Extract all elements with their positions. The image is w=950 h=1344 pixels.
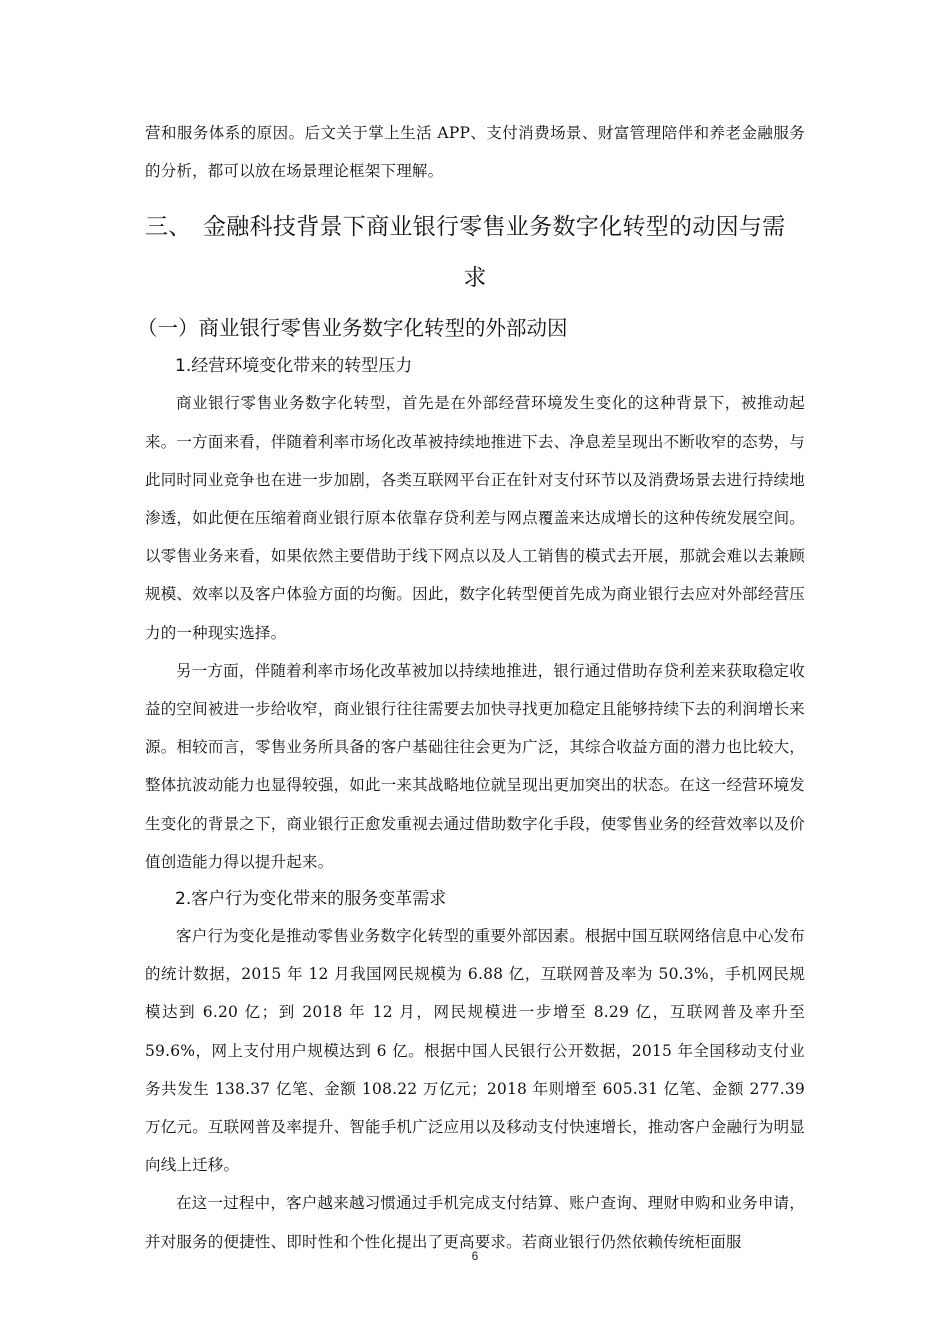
intro-paragraph: 营和服务体系的原因。后文关于掌上生活 APP、支付消费场景、财富管理陪伴和养老金融服务的分析，都可以放在场景理论框架下理解。 [145, 124, 805, 181]
part2-paragraph-2: 在这一过程中，客户越来越习惯通过手机完成支付结算、账户查询、理财申购和业务申请，并对服务的便捷性、即时性和个性化提出了更高要求。若商业银行仍然依赖传统柜面服 [145, 1194, 805, 1251]
section-number: 三、 [145, 214, 192, 241]
section-heading [145, 202, 805, 304]
subsection-heading: （一）商业银行零售业务数字化转型的外部动因 [137, 316, 568, 341]
part1-paragraph-1: 商业银行零售业务数字化转型，首先是在外部经营环境发生变化的这种背景下，被推动起来。一方面来看，伴随着利率市场化改革被持续地推进下去、净息差呈现出不断收窄的态势，与此同时同业竞争也在进一步加剧，各类互联网平台正在针对支付环节以及消费场景去进行持续地渗透，如此便在压缩着商业银行原本依靠存贷利差与网点覆盖来达成增长的这种传统发展空间。以零售业务来看，如果依然主要借助于线下网点以及人工销售的模式去开展，那就会难以去兼顾规模、效率以及客户体验方面的均衡。因此，数字化转型便首先成为商业银行去应对外部经营压力的一种现实选择。 [145, 394, 805, 642]
page-number: 6 [471, 1249, 479, 1263]
part2-heading: 2.客户行为变化带来的服务变革需求 [175, 889, 447, 910]
section-title-line2: 求 [463, 265, 487, 292]
part1-paragraph-2: 另一方面，伴随着利率市场化改革被加以持续地推进，银行通过借助存贷利差来获取稳定收益的空间被进一步给收窄，商业银行往往需要去加快寻找更加稳定且能够持续下去的利润增长来源。相较而言，零售业务所具备的客户基础往往会更为广泛，其综合收益方面的潜力也比较大，整体抗波动能力也显得较强，如此一来其战略地位就呈现出更加突出的状态。在这一经营环境发生变化的背景之下，商业银行正愈发重视去通过借助数字化手段，使零售业务的经营效率以及价值创造能力得以提升起来。 [145, 661, 805, 871]
page-content [137, 114, 805, 1261]
part2-paragraph-1: 客户行为变化是推动零售业务数字化转型的重要外部因素。根据中国互联网络信息中心发布的统计数据，2015 年 12 月我国网民规模为 6.88 亿，互联网普及率为 50.3%，手机网民规模达到 6.20 亿；到 2018 年 12 月，网民规模进一步增至 8.29 亿，互联网普及率升至 59.6%，网上支付用户规模达到 6 亿。根据中国人民银行公开数据，2015 年全国移动支付业务共发生 138.37 亿笔、金额 108.22 万亿元；2018 年则增至 605.31 亿笔、金额 277.39 万亿元。互联网普及率提升、智能手机广泛应用以及移动支付快速增长，推动客户金融行为明显向线上迁移。 [145, 927, 805, 1175]
part1-heading: 1.经营环境变化带来的转型压力 [175, 356, 413, 377]
section-title-line1: 金融科技背景下商业银行零售业务数字化转型的动因与需 [203, 214, 786, 241]
